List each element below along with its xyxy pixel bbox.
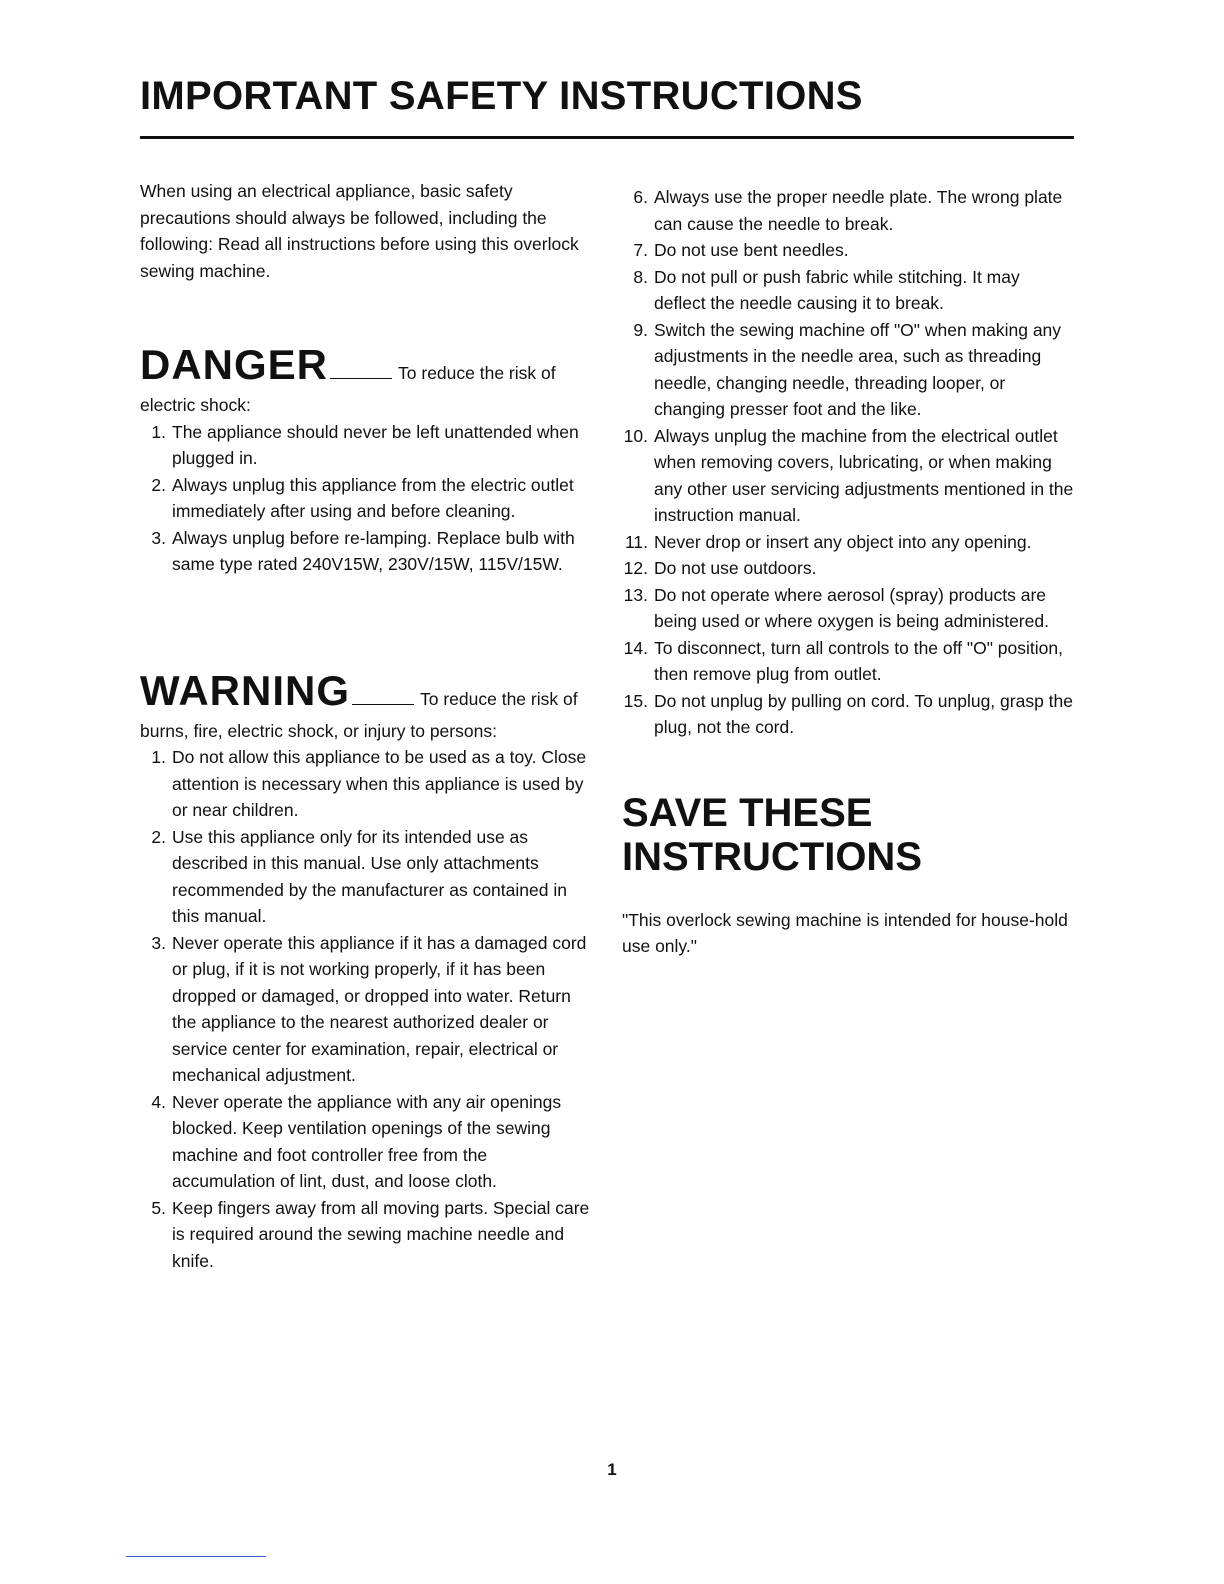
item-number: 3.: [151, 932, 166, 953]
item-number: 7.: [633, 240, 648, 260]
list-item: [622, 423, 1074, 529]
save-heading-line-1: SAVE THESE: [622, 790, 873, 835]
item-text: Always unplug this appliance from the electric outlet immediately after using and before cleaning.: [172, 474, 574, 521]
list-item: [622, 688, 1074, 741]
item-number: 1.: [151, 421, 166, 442]
save-instructions-heading: [622, 791, 1074, 879]
item-number: 14.: [623, 637, 648, 658]
list-item: [622, 635, 1074, 688]
danger-heading: DANGER: [140, 341, 329, 388]
item-number: 5.: [151, 1197, 166, 1218]
item-text: Use this appliance only for its intended use as described in this manual. Use only attachments recommended by the manufacturer as contained in this manual.: [172, 826, 567, 926]
item-number: 15.: [623, 690, 648, 711]
item-text: Always use the proper needle plate. The wrong plate can cause the needle to break.: [654, 187, 1063, 234]
danger-underline: [330, 378, 392, 379]
item-text: Do not pull or push fabric while stitching. It may deflect the needle causing it to break.: [654, 266, 1020, 313]
page-number: 1: [607, 1460, 617, 1479]
item-number: 8.: [633, 266, 648, 287]
save-heading-line-2: INSTRUCTIONS: [622, 834, 922, 879]
item-text: Always unplug before re-lamping. Replace bulb with same type rated 240V15W, 230V/15W, 115V/15W.: [172, 527, 575, 574]
item-number: 13.: [623, 584, 648, 605]
title-divider: [140, 136, 1074, 139]
item-text: Do not operate where aerosol (spray) products are being used or where oxygen is being administered.: [654, 584, 1049, 631]
item-number: 12.: [623, 558, 648, 578]
list-item: [622, 264, 1074, 317]
warning-heading-row: [140, 666, 592, 716]
item-text: Never operate this appliance if it has a damaged cord or plug, if it is not working properly, if it has been dropped or damaged, or dropped into water. Return the appliance to the nearest authorized dealer or service center for examination, repair, electrical or mechanical adjustment.: [172, 932, 587, 1085]
item-number: 3.: [151, 527, 166, 548]
list-item: [622, 237, 1074, 264]
warning-list: [140, 744, 592, 1274]
warning-section: [140, 666, 592, 1275]
warning-heading: WARNING: [140, 666, 350, 714]
page-title: IMPORTANT SAFETY INSTRUCTIONS: [140, 74, 863, 118]
item-text: Do not allow this appliance to be used as a toy. Close attention is necessary when this appliance is used by or near children.: [172, 747, 587, 820]
item-text: Never drop or insert any object into any opening.: [654, 531, 1032, 552]
item-text: The appliance should never be left unattended when plugged in.: [172, 421, 579, 468]
list-item: [140, 472, 592, 525]
household-use-note: "This overlock sewing machine is intended for house-hold use only.": [622, 909, 1068, 956]
warning-subtitle: burns, fire, electric shock, or injury to persons:: [140, 720, 497, 741]
item-text: Do not use bent needles.: [654, 240, 849, 260]
footer-divider: [126, 1556, 266, 1557]
list-item: [622, 555, 1074, 582]
item-text: Never operate the appliance with any air openings blocked. Keep ventilation openings of the sewing machine and foot controller free from the accumulation of lint, dust, and loose cloth.: [172, 1091, 562, 1191]
warning-heading-tail: To reduce the risk of: [420, 688, 578, 709]
danger-subtitle: electric shock:: [140, 395, 251, 415]
list-item: [140, 930, 592, 1089]
list-item: [622, 317, 1074, 423]
item-number: 10.: [623, 425, 648, 446]
list-item: [622, 529, 1074, 556]
item-text: Always unplug the machine from the electrical outlet when removing covers, lubricating, or when making any other user servicing adjustments mentioned in the instruction manual.: [654, 425, 1074, 525]
item-text: Keep fingers away from all moving parts. Special care is required around the sewing machine needle and knife.: [172, 1197, 590, 1271]
continued-instructions-list: [622, 184, 1074, 741]
item-number: 4.: [151, 1091, 166, 1112]
item-number: 2.: [151, 474, 166, 495]
item-text: Do not use outdoors.: [654, 558, 817, 578]
item-number: 9.: [633, 319, 648, 340]
list-item: [140, 1089, 592, 1195]
list-item: [140, 1195, 592, 1275]
item-number: 2.: [151, 826, 166, 847]
item-number: 11.: [624, 531, 648, 552]
item-number: 6.: [633, 187, 648, 207]
item-text: Do not unplug by pulling on cord. To unplug, grasp the plug, not the cord.: [654, 690, 1074, 737]
intro-paragraph: When using an electrical appliance, basic safety precautions should always be followed, including the following: Read all instructions before using this overlock sewing machine.: [140, 181, 579, 281]
item-text: To disconnect, turn all controls to the off "O" position, then remove plug from outlet.: [654, 637, 1063, 684]
danger-heading-tail: To reduce the risk of: [398, 363, 556, 383]
list-item: [140, 419, 592, 472]
list-item: [140, 744, 592, 824]
item-text: Switch the sewing machine off "O" when making any adjustments in the needle area, such as threading needle, changing needle, threading looper, or changing presser foot and the like.: [654, 319, 1062, 419]
danger-section: [140, 340, 592, 578]
item-number: 1.: [151, 747, 166, 767]
list-item: [622, 582, 1074, 635]
right-column: [622, 184, 1074, 960]
left-column: [140, 178, 592, 1274]
list-item: [140, 824, 592, 930]
list-item: [622, 184, 1074, 237]
danger-heading-row: [140, 340, 592, 390]
danger-list: [140, 419, 592, 578]
list-item: [140, 525, 592, 578]
warning-underline: [352, 704, 414, 705]
